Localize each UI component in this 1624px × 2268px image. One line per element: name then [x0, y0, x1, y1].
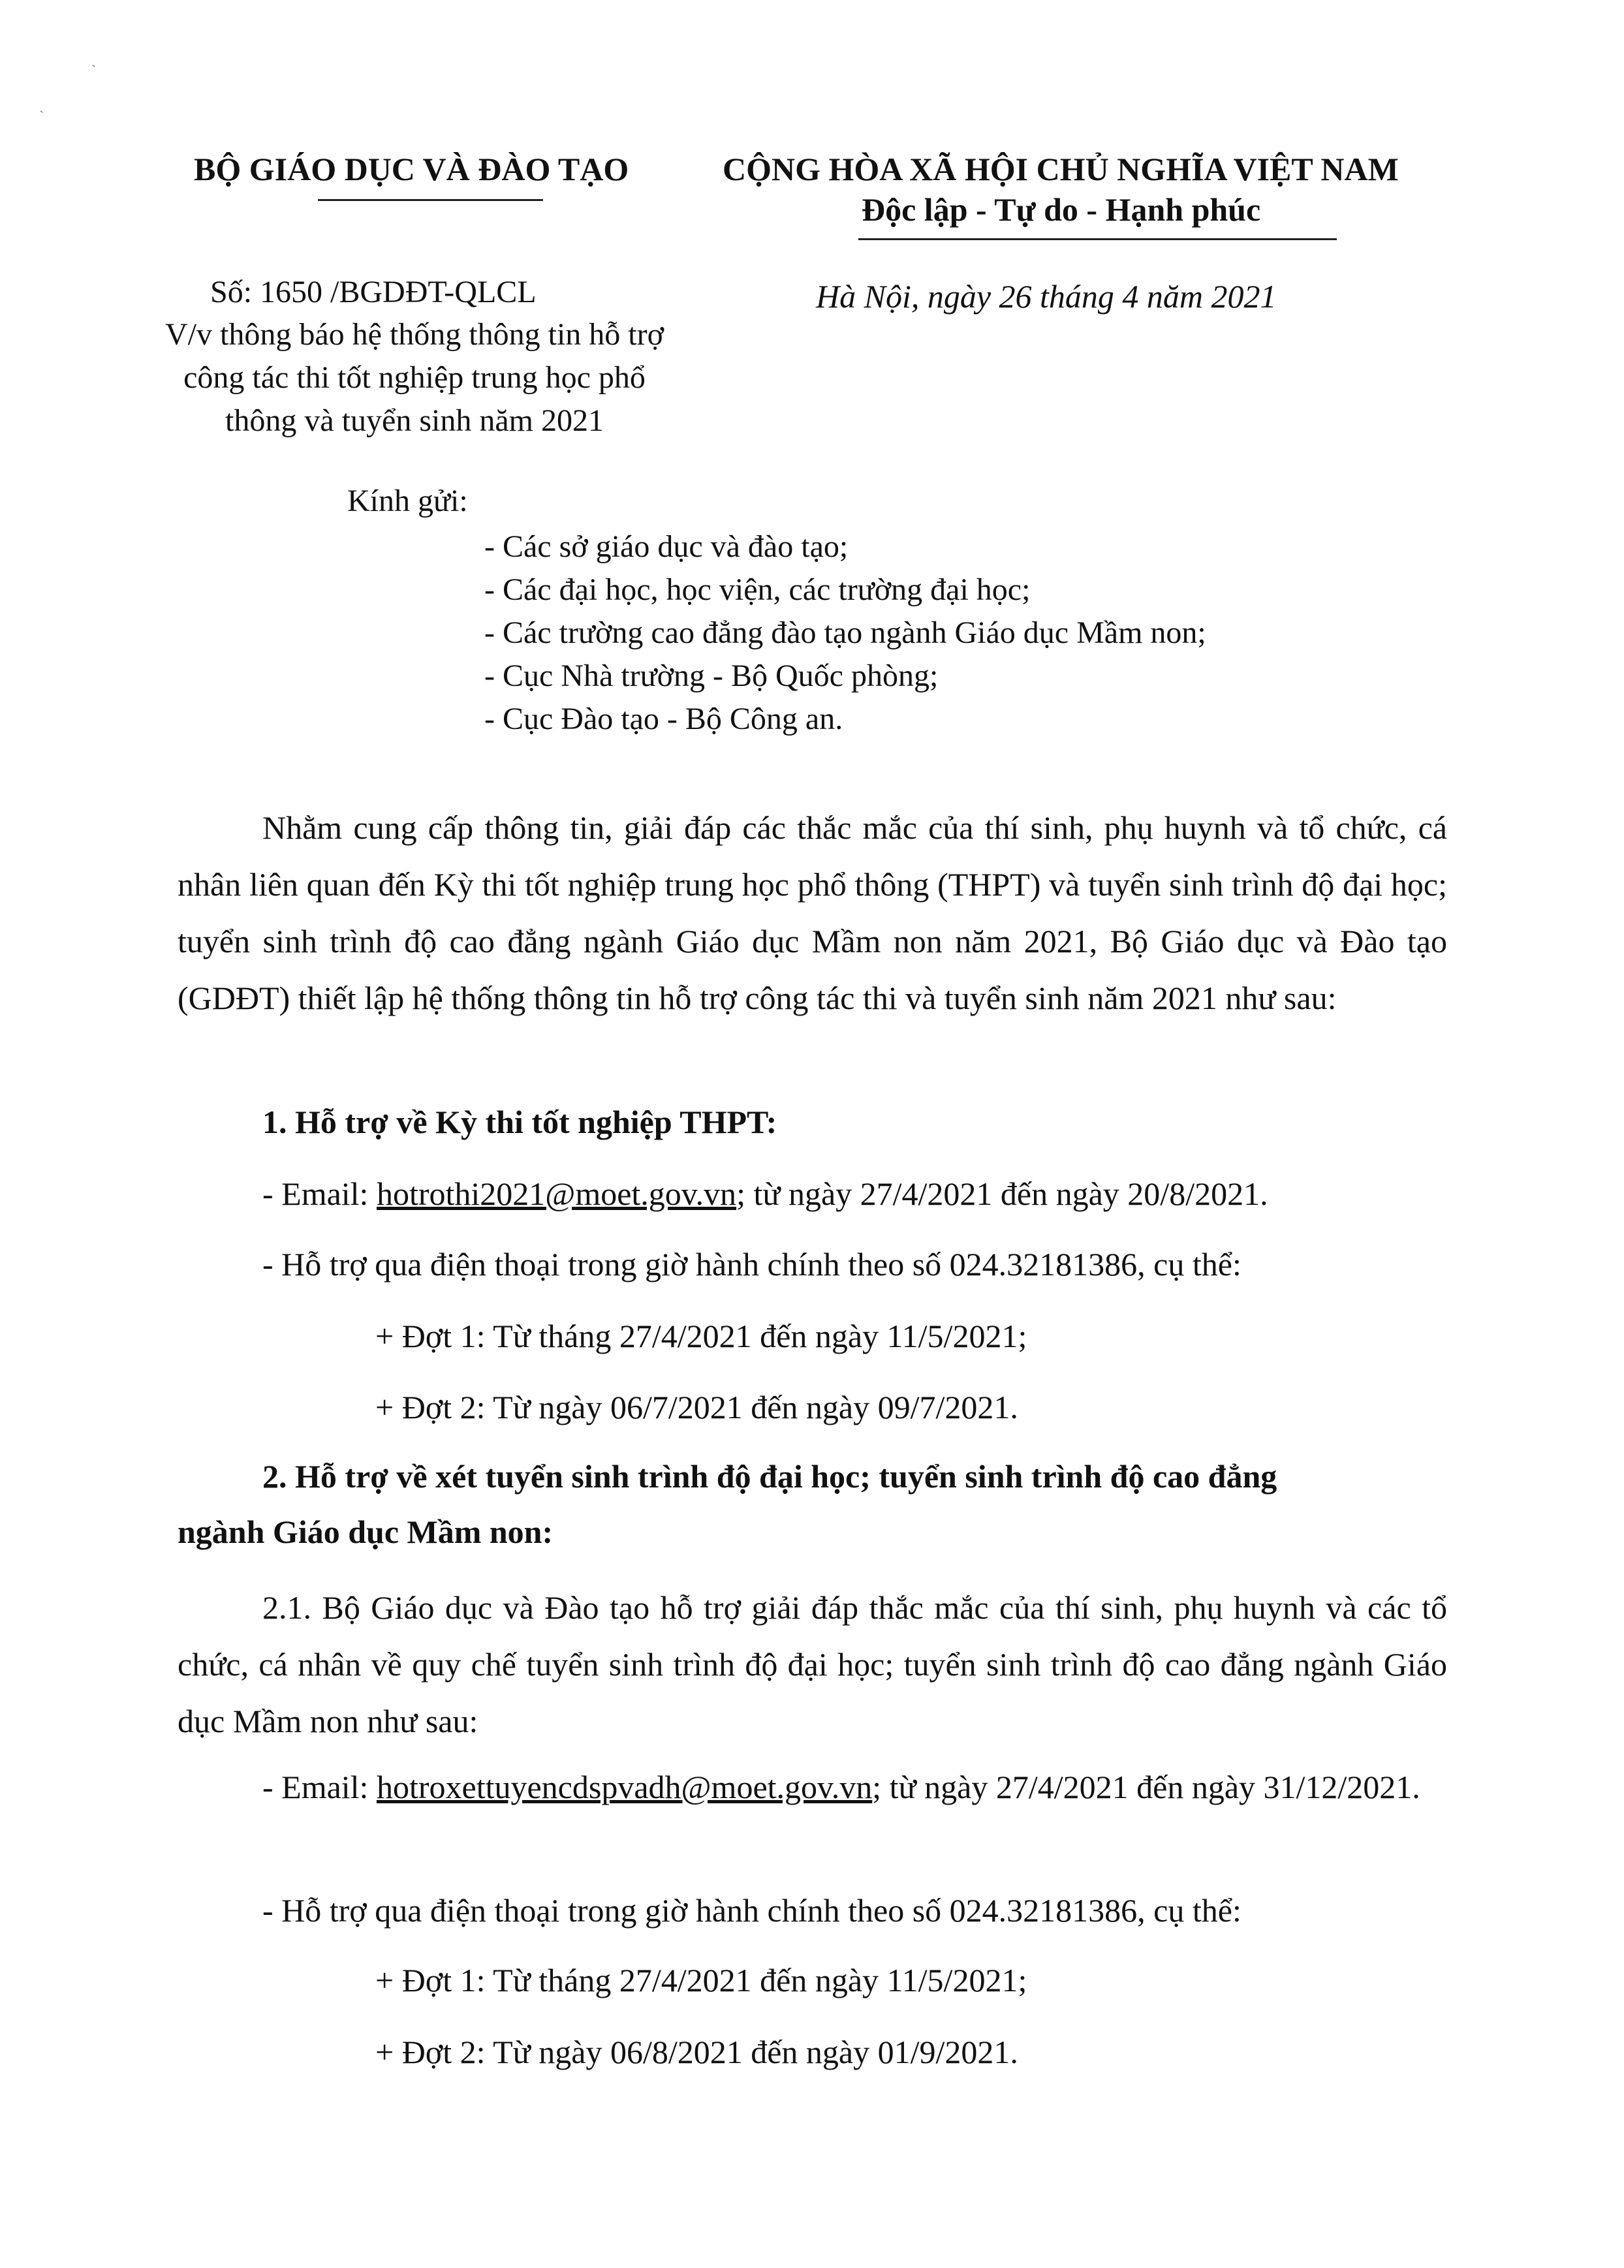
section-1-email-line	[262, 1175, 1268, 1213]
recipient-item: - Các trường cao đẳng đào tạo ngành Giáo dục Mầm non;	[484, 615, 1206, 650]
admission-support-email-link[interactable]: hotroxettuyencdspvadh@moet.gov.vn	[376, 1769, 873, 1805]
republic-name: CỘNG HÒA XÃ HỘI CHỦ NGHĨA VIỆT NAM	[723, 151, 1399, 187]
section-1-phase-1: + Đợt 1: Từ tháng 27/4/2021 đến ngày 11/5/2021;	[375, 1318, 1027, 1354]
document-subject: V/v thông báo hệ thống thông tin hỗ trợ công tác thi tốt nghiệp trung học phổ thông và tuyển sinh năm 2021	[165, 317, 664, 438]
section-1-title: 1. Hỗ trợ về Kỳ thi tốt nghiệp THPT:	[262, 1104, 777, 1140]
recipient-item: - Các sở giáo dục và đào tạo;	[484, 529, 849, 564]
recipient-item: - Cục Đào tạo - Bộ Công an.	[484, 702, 843, 736]
intro-paragraph: Nhằm cung cấp thông tin, giải đáp các thắc mắc của thí sinh, phụ huynh và tổ chức, cá nhân liên quan đến Kỳ thi tốt nghiệp trung học phổ thông (THPT) và tuyển sinh trình độ đại học; tuyển sinh trình độ cao đẳng ngành Giáo dục Mầm non năm 2021, Bộ Giáo dục và Đào tạo (GDĐT) thiết lập hệ thống thông tin hỗ trợ công tác thi và tuyển sinh năm 2021 như sau:	[178, 809, 1447, 1016]
recipient-item: - Cục Nhà trường - Bộ Quốc phòng;	[484, 659, 939, 693]
section-2-title-cont: ngành Giáo dục Mầm non:	[178, 1514, 554, 1550]
section-2-title: 2. Hỗ trợ về xét tuyển sinh trình độ đại học; tuyển sinh trình độ cao đẳng	[262, 1458, 1277, 1495]
section-2-phase-1: + Đợt 1: Từ tháng 27/4/2021 đến ngày 11/5/2021;	[375, 1962, 1027, 1998]
section-2-phone-line: - Hỗ trợ qua điện thoại trong giờ hành chính theo số 024.32181386, cụ thể:	[262, 1892, 1241, 1929]
scan-speck: ˏ	[39, 97, 44, 113]
national-motto: Độc lập - Tự do - Hạnh phúc	[862, 191, 1261, 228]
section-1-phase-2: + Đợt 2: Từ ngày 06/7/2021 đến ngày 09/7/2021.	[375, 1389, 1018, 1425]
document-number: Số: 1650 /BGDĐT-QLCL	[210, 275, 537, 309]
ministry-underline	[318, 199, 543, 201]
section-1-phone-line: - Hỗ trợ qua điện thoại trong giờ hành chính theo số 024.32181386, cụ thể:	[262, 1246, 1241, 1282]
email-suffix: ; từ ngày 27/4/2021 đến ngày 20/8/2021.	[736, 1175, 1268, 1212]
email-prefix: - Email:	[262, 1175, 377, 1212]
scan-speck: ˎ	[91, 51, 97, 67]
recipients-list	[484, 525, 1206, 741]
section-2-email-line	[178, 1759, 1447, 1816]
section-2-phase-2: + Đợt 2: Từ ngày 06/8/2021 đến ngày 01/9/2021.	[375, 2034, 1018, 2070]
email-suffix: ; từ ngày 27/4/2021 đến ngày 31/12/2021.	[872, 1769, 1420, 1805]
section-2-1-paragraph: 2.1. Bộ Giáo dục và Đào tạo hỗ trợ giải đáp thắc mắc của thí sinh, phụ huynh và các tổ chức, cá nhân về quy chế tuyển sinh trình độ đại học; tuyển sinh trình độ cao đẳng ngành Giáo dục Mầm non như sau:	[178, 1589, 1447, 1739]
recipients-label: Kính gửi:	[347, 484, 468, 518]
exam-support-email-link[interactable]: hotrothi2021@moet.gov.vn	[376, 1175, 737, 1212]
recipient-item: - Các đại học, học viện, các trường đại học;	[484, 572, 1031, 607]
document-date: Hà Nội, ngày 26 tháng 4 năm 2021	[816, 278, 1277, 315]
ministry-name: BỘ GIÁO DỤC VÀ ĐÀO TẠO	[194, 151, 629, 187]
motto-underline	[858, 238, 1337, 240]
email-prefix: - Email:	[262, 1769, 377, 1805]
